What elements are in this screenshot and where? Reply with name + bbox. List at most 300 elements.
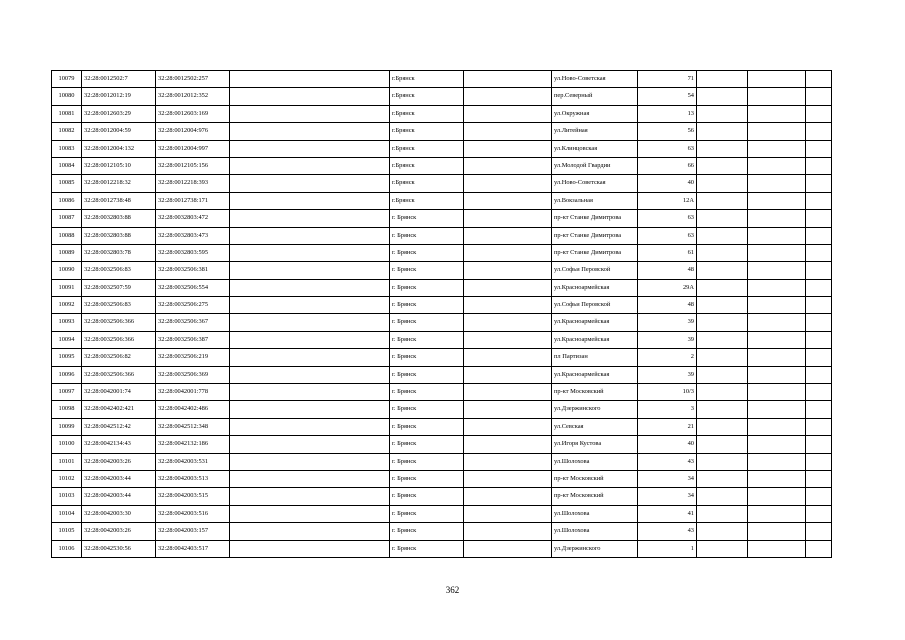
table-row (52, 157, 832, 174)
empty-cell (464, 436, 552, 453)
empty-cell (464, 297, 552, 314)
empty-cell (697, 88, 748, 105)
city-cell: г.Брянск (390, 71, 464, 88)
empty-cell (748, 262, 806, 279)
record-number-cell: 10089 (52, 244, 82, 261)
city-cell: г. Брянск (390, 210, 464, 227)
empty-cell (464, 401, 552, 418)
empty-cell (697, 470, 748, 487)
object-cadastral-number-cell: 32:28:0042003:515 (156, 488, 230, 505)
street-cell: ул.Дзержинского (552, 540, 638, 557)
house-number-cell: 63 (638, 227, 697, 244)
empty-cell (697, 105, 748, 122)
street-cell: ул.Игоря Кустова (552, 436, 638, 453)
city-cell: г. Брянск (390, 401, 464, 418)
house-number-cell: 48 (638, 297, 697, 314)
table-row (52, 470, 832, 487)
empty-cell (748, 105, 806, 122)
empty-cell (697, 314, 748, 331)
record-number-cell: 10095 (52, 349, 82, 366)
empty-cell (748, 279, 806, 296)
registry-table-body (52, 71, 832, 558)
cadastral-number-cell: 32:28:0042512:42 (82, 418, 156, 435)
record-number-cell: 10102 (52, 470, 82, 487)
cadastral-number-cell: 32:28:0032506:366 (82, 366, 156, 383)
empty-cell (464, 140, 552, 157)
city-cell: г. Брянск (390, 523, 464, 540)
table-row (52, 297, 832, 314)
house-number-cell: 43 (638, 453, 697, 470)
empty-cell (230, 314, 390, 331)
street-cell: ул.Клинцовская (552, 140, 638, 157)
empty-cell (230, 523, 390, 540)
empty-cell (748, 505, 806, 522)
cadastral-number-cell: 32:28:0012738:48 (82, 192, 156, 209)
city-cell: г.Брянск (390, 140, 464, 157)
empty-cell (230, 453, 390, 470)
street-cell: ул.Красноармейская (552, 279, 638, 296)
empty-cell (748, 227, 806, 244)
empty-cell (806, 349, 832, 366)
street-cell: ул.Красноармейская (552, 366, 638, 383)
empty-cell (806, 453, 832, 470)
object-cadastral-number-cell: 32:28:0042403:517 (156, 540, 230, 557)
house-number-cell: 40 (638, 175, 697, 192)
empty-cell (748, 523, 806, 540)
empty-cell (230, 175, 390, 192)
street-cell: ул.Красноармейская (552, 331, 638, 348)
empty-cell (230, 470, 390, 487)
cadastral-number-cell: 32:28:0042530:56 (82, 540, 156, 557)
object-cadastral-number-cell: 32:28:0012012:352 (156, 88, 230, 105)
record-number-cell: 10097 (52, 384, 82, 401)
empty-cell (748, 140, 806, 157)
empty-cell (697, 192, 748, 209)
house-number-cell: 40 (638, 436, 697, 453)
empty-cell (806, 262, 832, 279)
empty-cell (748, 418, 806, 435)
empty-cell (748, 192, 806, 209)
house-number-cell: 10/3 (638, 384, 697, 401)
cadastral-number-cell: 32:28:0042003:26 (82, 453, 156, 470)
cadastral-number-cell: 32:28:0012105:10 (82, 157, 156, 174)
house-number-cell: 71 (638, 71, 697, 88)
empty-cell (230, 436, 390, 453)
empty-cell (806, 384, 832, 401)
record-number-cell: 10088 (52, 227, 82, 244)
cadastral-number-cell: 32:28:0012502:7 (82, 71, 156, 88)
object-cadastral-number-cell: 32:28:0042402:486 (156, 401, 230, 418)
street-cell: ул.Ново-Советская (552, 71, 638, 88)
empty-cell (464, 470, 552, 487)
empty-cell (806, 279, 832, 296)
city-cell: г. Брянск (390, 297, 464, 314)
empty-cell (464, 192, 552, 209)
object-cadastral-number-cell: 32:28:0042001:778 (156, 384, 230, 401)
table-row (52, 540, 832, 557)
street-cell: ул.Севская (552, 418, 638, 435)
cadastral-number-cell: 32:28:0032803:78 (82, 244, 156, 261)
table-row (52, 453, 832, 470)
object-cadastral-number-cell: 32:28:0032506:381 (156, 262, 230, 279)
cadastral-number-cell: 32:28:0012004:132 (82, 140, 156, 157)
street-cell: ул.Софьи Перовской (552, 297, 638, 314)
empty-cell (806, 192, 832, 209)
table-row (52, 314, 832, 331)
empty-cell (464, 227, 552, 244)
city-cell: г.Брянск (390, 192, 464, 209)
city-cell: г. Брянск (390, 470, 464, 487)
object-cadastral-number-cell: 32:28:0012004:976 (156, 123, 230, 140)
empty-cell (806, 366, 832, 383)
table-row (52, 349, 832, 366)
empty-cell (806, 418, 832, 435)
empty-cell (697, 279, 748, 296)
table-row (52, 523, 832, 540)
city-cell: г. Брянск (390, 314, 464, 331)
empty-cell (806, 123, 832, 140)
table-row (52, 436, 832, 453)
empty-cell (806, 314, 832, 331)
empty-cell (806, 227, 832, 244)
city-cell: г.Брянск (390, 175, 464, 192)
empty-cell (697, 384, 748, 401)
empty-cell (806, 175, 832, 192)
empty-cell (748, 244, 806, 261)
record-number-cell: 10094 (52, 331, 82, 348)
house-number-cell: 56 (638, 123, 697, 140)
empty-cell (748, 123, 806, 140)
empty-cell (748, 349, 806, 366)
empty-cell (748, 175, 806, 192)
page-number: 362 (445, 585, 460, 595)
house-number-cell: 12А (638, 192, 697, 209)
empty-cell (464, 71, 552, 88)
cadastral-number-cell: 32:28:0032506:366 (82, 314, 156, 331)
city-cell: г. Брянск (390, 244, 464, 261)
empty-cell (748, 401, 806, 418)
empty-cell (230, 540, 390, 557)
empty-cell (697, 331, 748, 348)
empty-cell (748, 540, 806, 557)
record-number-cell: 10101 (52, 453, 82, 470)
street-cell: ул.Дзержинского (552, 401, 638, 418)
street-cell: пр-кт Станке Димитрова (552, 210, 638, 227)
record-number-cell: 10082 (52, 123, 82, 140)
empty-cell (806, 540, 832, 557)
empty-cell (464, 331, 552, 348)
street-cell: ул.Молодой Гвардии (552, 157, 638, 174)
house-number-cell: 3 (638, 401, 697, 418)
empty-cell (697, 453, 748, 470)
object-cadastral-number-cell: 32:28:0032803:595 (156, 244, 230, 261)
empty-cell (230, 505, 390, 522)
record-number-cell: 10090 (52, 262, 82, 279)
empty-cell (748, 88, 806, 105)
empty-cell (697, 244, 748, 261)
object-cadastral-number-cell: 32:28:0042003:531 (156, 453, 230, 470)
cadastral-number-cell: 32:28:0042134:43 (82, 436, 156, 453)
record-number-cell: 10098 (52, 401, 82, 418)
empty-cell (464, 88, 552, 105)
cadastral-number-cell: 32:28:0032507:59 (82, 279, 156, 296)
cadastral-number-cell: 32:28:0042402:421 (82, 401, 156, 418)
empty-cell (806, 401, 832, 418)
table-row (52, 192, 832, 209)
record-number-cell: 10104 (52, 505, 82, 522)
house-number-cell: 43 (638, 523, 697, 540)
house-number-cell: 1 (638, 540, 697, 557)
cadastral-number-cell: 32:28:0032803:88 (82, 227, 156, 244)
cadastral-number-cell: 32:28:0012603:29 (82, 105, 156, 122)
empty-cell (464, 157, 552, 174)
empty-cell (230, 140, 390, 157)
object-cadastral-number-cell: 32:28:0032803:473 (156, 227, 230, 244)
empty-cell (464, 244, 552, 261)
house-number-cell: 63 (638, 140, 697, 157)
empty-cell (748, 453, 806, 470)
record-number-cell: 10106 (52, 540, 82, 557)
street-cell: пр-кт Станке Димитрова (552, 244, 638, 261)
empty-cell (748, 71, 806, 88)
city-cell: г. Брянск (390, 436, 464, 453)
empty-cell (697, 297, 748, 314)
empty-cell (230, 192, 390, 209)
empty-cell (748, 384, 806, 401)
empty-cell (697, 523, 748, 540)
object-cadastral-number-cell: 32:28:0012004:997 (156, 140, 230, 157)
record-number-cell: 10080 (52, 88, 82, 105)
record-number-cell: 10100 (52, 436, 82, 453)
object-cadastral-number-cell: 32:28:0042003:513 (156, 470, 230, 487)
object-cadastral-number-cell: 32:28:0042132:186 (156, 436, 230, 453)
record-number-cell: 10099 (52, 418, 82, 435)
empty-cell (748, 210, 806, 227)
empty-cell (806, 71, 832, 88)
empty-cell (464, 314, 552, 331)
object-cadastral-number-cell: 32:28:0032506:554 (156, 279, 230, 296)
object-cadastral-number-cell: 32:28:0032506:367 (156, 314, 230, 331)
empty-cell (230, 244, 390, 261)
table-row (52, 418, 832, 435)
cadastral-number-cell: 32:28:0032506:82 (82, 349, 156, 366)
object-cadastral-number-cell: 32:28:0032506:219 (156, 349, 230, 366)
record-number-cell: 10092 (52, 297, 82, 314)
record-number-cell: 10096 (52, 366, 82, 383)
house-number-cell: 13 (638, 105, 697, 122)
street-cell: ул.Ново-Советская (552, 175, 638, 192)
city-cell: г.Брянск (390, 157, 464, 174)
empty-cell (806, 105, 832, 122)
street-cell: пр-кт Станке Димитрова (552, 227, 638, 244)
cadastral-number-cell: 32:28:0042003:44 (82, 470, 156, 487)
empty-cell (806, 488, 832, 505)
empty-cell (230, 366, 390, 383)
cadastral-number-cell: 32:28:0032506:83 (82, 297, 156, 314)
cadastral-number-cell: 32:28:0042003:44 (82, 488, 156, 505)
empty-cell (806, 210, 832, 227)
table-row (52, 331, 832, 348)
empty-cell (464, 366, 552, 383)
empty-cell (748, 488, 806, 505)
city-cell: г. Брянск (390, 540, 464, 557)
empty-cell (697, 540, 748, 557)
empty-cell (230, 105, 390, 122)
street-cell: ул.Шолохова (552, 523, 638, 540)
table-row (52, 401, 832, 418)
record-number-cell: 10105 (52, 523, 82, 540)
cadastral-number-cell: 32:28:0032506:366 (82, 331, 156, 348)
cadastral-number-cell: 32:28:0042003:30 (82, 505, 156, 522)
empty-cell (806, 88, 832, 105)
empty-cell (230, 71, 390, 88)
empty-cell (806, 297, 832, 314)
cadastral-number-cell: 32:28:0032803:88 (82, 210, 156, 227)
empty-cell (230, 418, 390, 435)
object-cadastral-number-cell: 32:28:0032803:472 (156, 210, 230, 227)
empty-cell (806, 331, 832, 348)
house-number-cell: 61 (638, 244, 697, 261)
table-row (52, 227, 832, 244)
empty-cell (697, 418, 748, 435)
empty-cell (230, 123, 390, 140)
street-cell: пер.Северный (552, 88, 638, 105)
empty-cell (748, 436, 806, 453)
city-cell: г. Брянск (390, 262, 464, 279)
empty-cell (697, 401, 748, 418)
empty-cell (230, 88, 390, 105)
empty-cell (464, 123, 552, 140)
record-number-cell: 10087 (52, 210, 82, 227)
city-cell: г. Брянск (390, 453, 464, 470)
empty-cell (230, 401, 390, 418)
empty-cell (806, 157, 832, 174)
empty-cell (697, 349, 748, 366)
empty-cell (806, 436, 832, 453)
empty-cell (806, 244, 832, 261)
city-cell: г.Брянск (390, 105, 464, 122)
empty-cell (464, 175, 552, 192)
cadastral-number-cell: 32:28:0032506:83 (82, 262, 156, 279)
city-cell: г. Брянск (390, 349, 464, 366)
empty-cell (697, 505, 748, 522)
record-number-cell: 10079 (52, 71, 82, 88)
house-number-cell: 63 (638, 210, 697, 227)
empty-cell (806, 523, 832, 540)
city-cell: г.Брянск (390, 123, 464, 140)
record-number-cell: 10091 (52, 279, 82, 296)
empty-cell (464, 418, 552, 435)
object-cadastral-number-cell: 32:28:0032506:387 (156, 331, 230, 348)
empty-cell (697, 123, 748, 140)
table-row (52, 488, 832, 505)
empty-cell (464, 505, 552, 522)
record-number-cell: 10085 (52, 175, 82, 192)
table-row (52, 71, 832, 88)
record-number-cell: 10093 (52, 314, 82, 331)
house-number-cell: 66 (638, 157, 697, 174)
cadastral-number-cell: 32:28:0012004:59 (82, 123, 156, 140)
empty-cell (748, 157, 806, 174)
registry-table (51, 70, 832, 558)
empty-cell (697, 71, 748, 88)
record-number-cell: 10083 (52, 140, 82, 157)
empty-cell (748, 331, 806, 348)
street-cell: пл Партизан (552, 349, 638, 366)
empty-cell (697, 175, 748, 192)
empty-cell (806, 140, 832, 157)
city-cell: г. Брянск (390, 505, 464, 522)
object-cadastral-number-cell: 32:28:0032506:369 (156, 366, 230, 383)
record-number-cell: 10084 (52, 157, 82, 174)
table-row (52, 175, 832, 192)
empty-cell (697, 366, 748, 383)
empty-cell (230, 349, 390, 366)
record-number-cell: 10081 (52, 105, 82, 122)
house-number-cell: 39 (638, 366, 697, 383)
empty-cell (230, 279, 390, 296)
city-cell: г.Брянск (390, 88, 464, 105)
street-cell: ул.Окружная (552, 105, 638, 122)
street-cell: ул.Шолохова (552, 505, 638, 522)
object-cadastral-number-cell: 32:28:0012603:169 (156, 105, 230, 122)
table-row (52, 105, 832, 122)
street-cell: ул.Литейная (552, 123, 638, 140)
empty-cell (464, 523, 552, 540)
city-cell: г. Брянск (390, 488, 464, 505)
city-cell: г. Брянск (390, 227, 464, 244)
house-number-cell: 41 (638, 505, 697, 522)
house-number-cell: 29А (638, 279, 697, 296)
street-cell: ул.Софьи Перовской (552, 262, 638, 279)
empty-cell (230, 331, 390, 348)
table-row (52, 262, 832, 279)
street-cell: пр-кт Московский (552, 488, 638, 505)
object-cadastral-number-cell: 32:28:0032506:275 (156, 297, 230, 314)
city-cell: г. Брянск (390, 418, 464, 435)
empty-cell (464, 210, 552, 227)
empty-cell (697, 210, 748, 227)
empty-cell (230, 488, 390, 505)
empty-cell (464, 262, 552, 279)
street-cell: пр-кт Московский (552, 470, 638, 487)
empty-cell (697, 262, 748, 279)
empty-cell (464, 488, 552, 505)
empty-cell (464, 349, 552, 366)
object-cadastral-number-cell: 32:28:0042003:157 (156, 523, 230, 540)
empty-cell (697, 157, 748, 174)
empty-cell (748, 314, 806, 331)
empty-cell (230, 262, 390, 279)
object-cadastral-number-cell: 32:28:0012105:156 (156, 157, 230, 174)
city-cell: г. Брянск (390, 279, 464, 296)
house-number-cell: 54 (638, 88, 697, 105)
empty-cell (748, 470, 806, 487)
empty-cell (748, 366, 806, 383)
table-row (52, 88, 832, 105)
empty-cell (697, 140, 748, 157)
street-cell: ул.Вокзальная (552, 192, 638, 209)
empty-cell (230, 384, 390, 401)
house-number-cell: 21 (638, 418, 697, 435)
cadastral-number-cell: 32:28:0042001:74 (82, 384, 156, 401)
record-number-cell: 10086 (52, 192, 82, 209)
empty-cell (230, 210, 390, 227)
table-row (52, 279, 832, 296)
house-number-cell: 39 (638, 331, 697, 348)
house-number-cell: 34 (638, 488, 697, 505)
empty-cell (464, 384, 552, 401)
